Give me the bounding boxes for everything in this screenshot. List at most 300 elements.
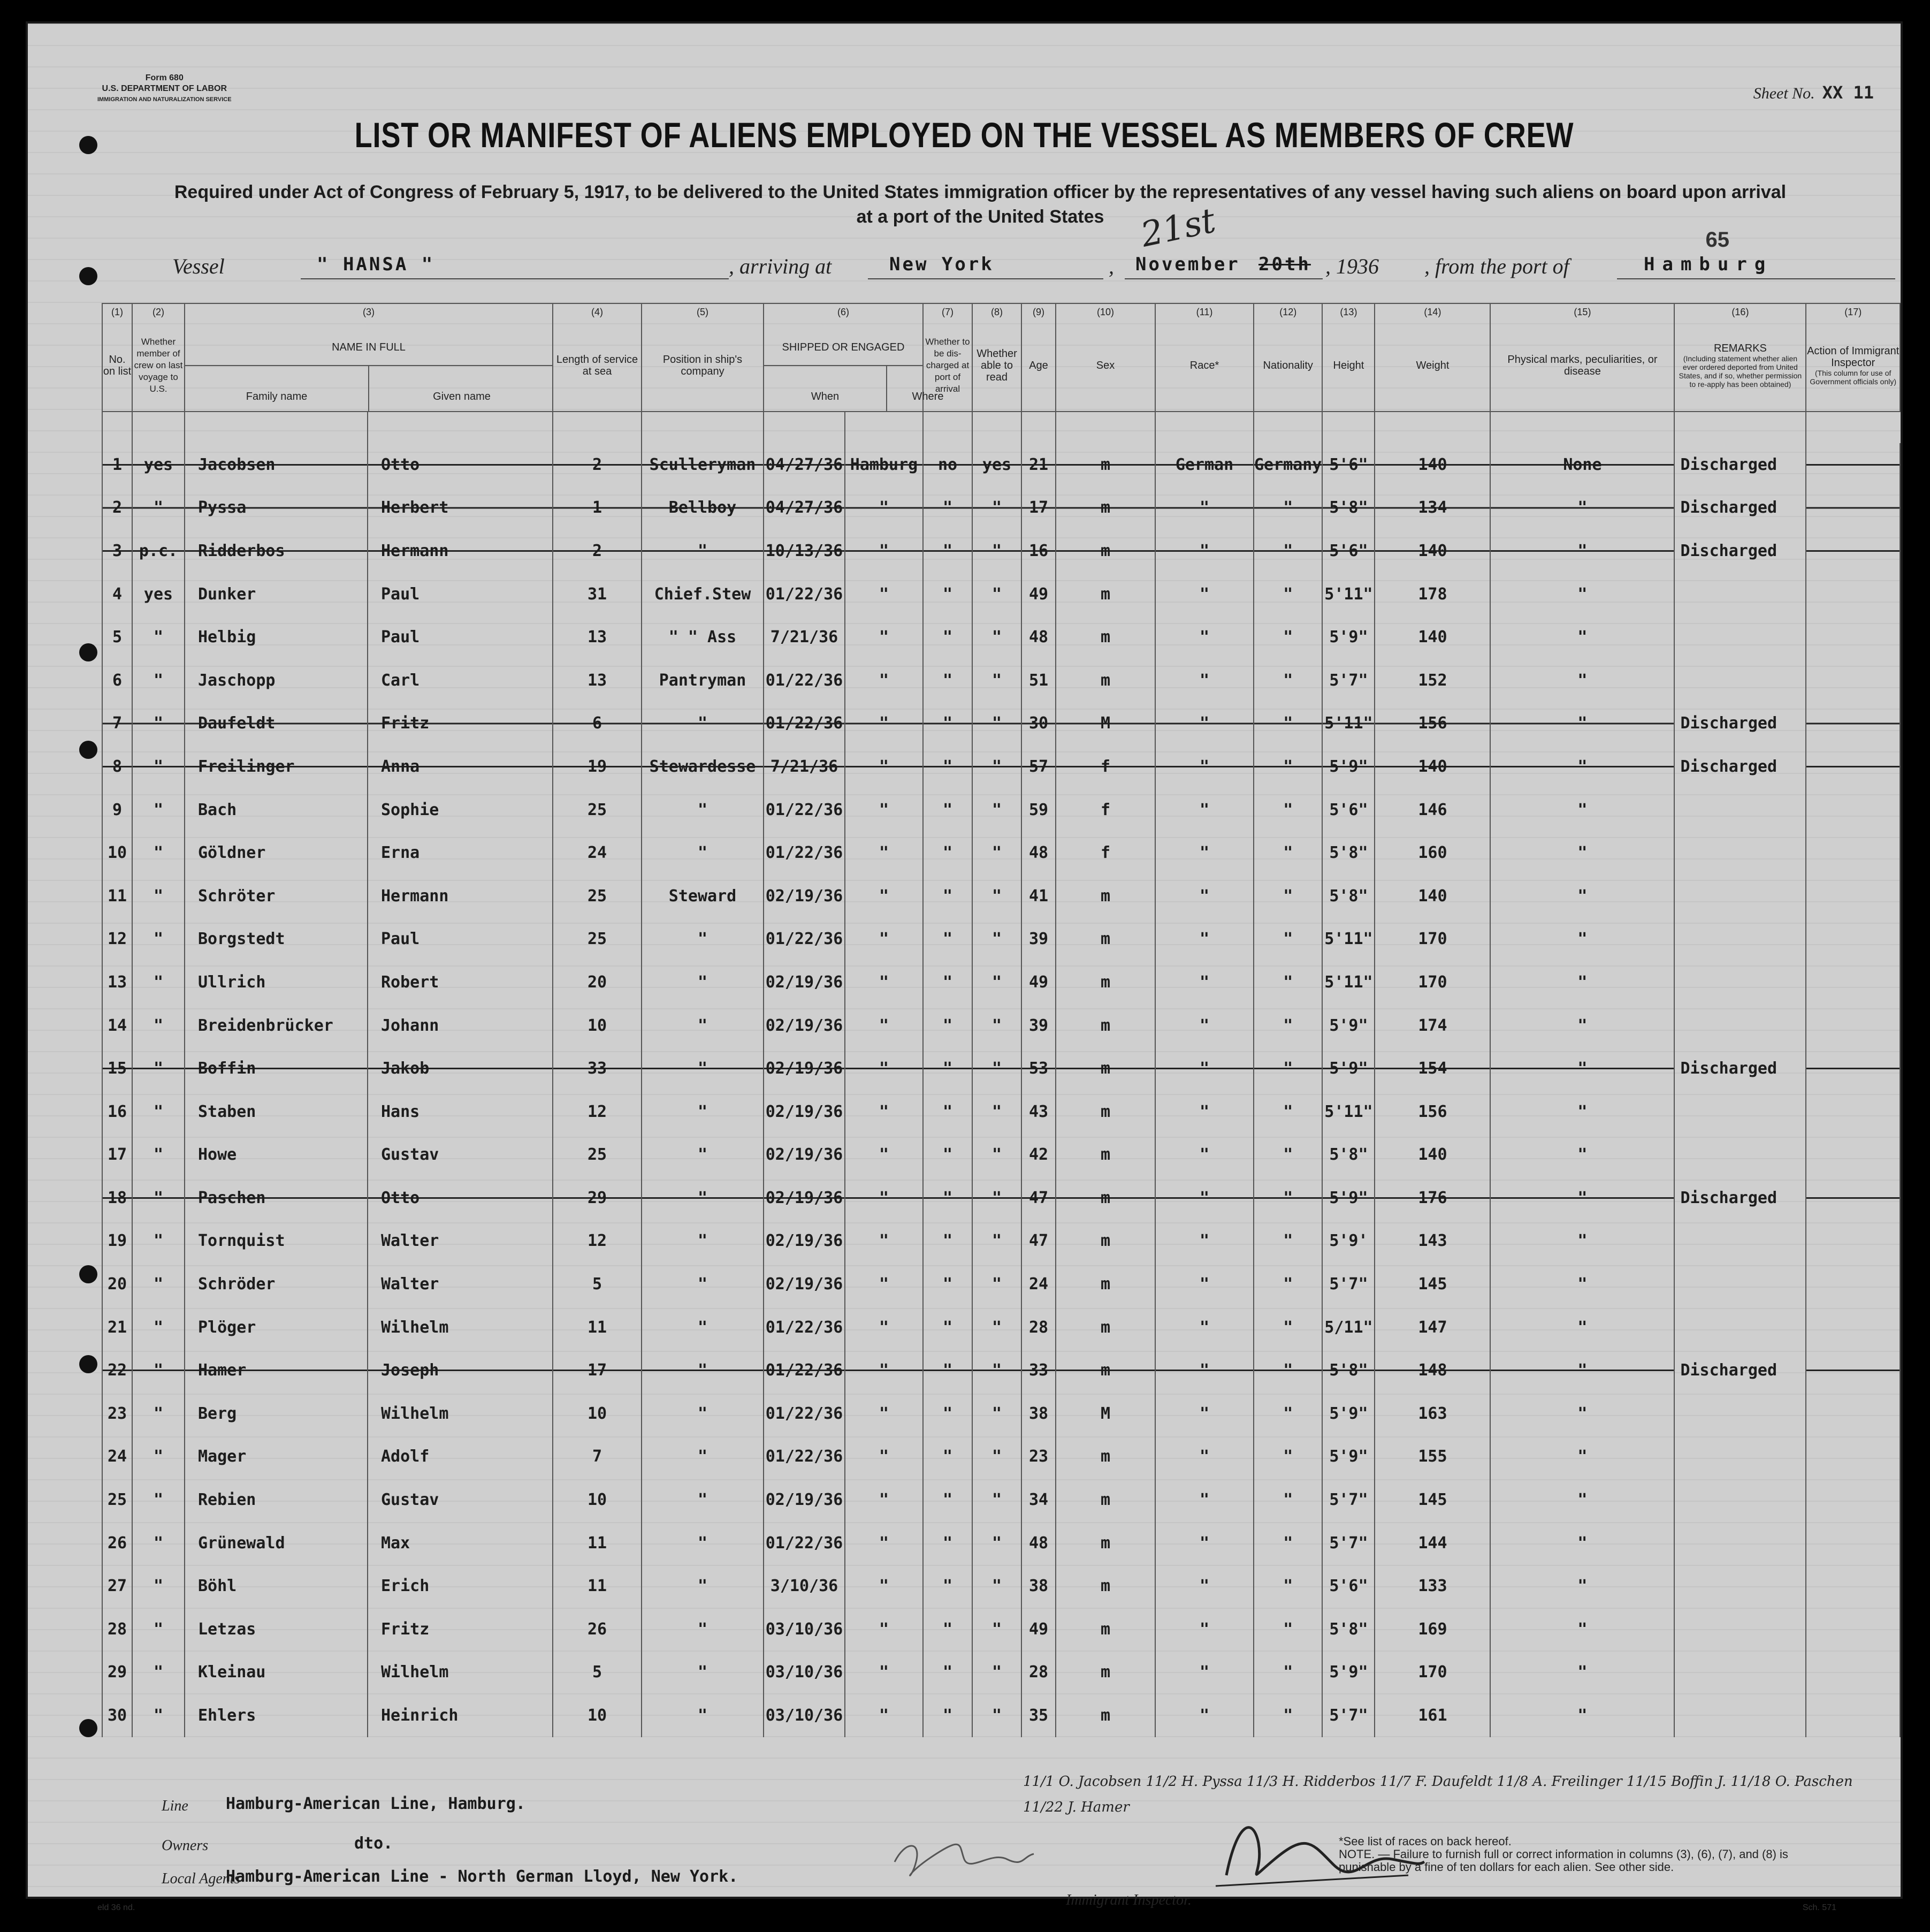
given-name: Fritz <box>368 1608 553 1651</box>
read-flag: " <box>972 615 1021 659</box>
height: 5'8" <box>1322 1349 1375 1392</box>
sex: m <box>1056 659 1155 702</box>
table-row <box>102 1608 1900 1651</box>
agents-value: Hamburg-American Line - North German Lloyd, New York. <box>226 1867 738 1886</box>
weight: 147 <box>1375 1306 1490 1349</box>
physical-marks: " <box>1490 1694 1674 1737</box>
shipped-where: " <box>845 745 923 788</box>
position: " <box>642 1564 764 1608</box>
shipped-when: 02/19/36 <box>764 1220 845 1263</box>
family-name: Breidenbrücker <box>185 1004 368 1047</box>
shipped-where: " <box>845 961 923 1004</box>
shipped-where: " <box>845 1004 923 1047</box>
shipped-where: " <box>845 659 923 702</box>
shipped-when: 02/19/36 <box>764 1047 845 1090</box>
nationality: " <box>1254 1564 1322 1608</box>
discharged-flag: " <box>923 573 972 616</box>
action-cell <box>1806 486 1900 530</box>
col-num: (5) <box>642 303 764 320</box>
discharged-flag: " <box>923 831 972 874</box>
read-flag: " <box>972 529 1021 573</box>
discharged-flag: " <box>923 702 972 746</box>
weight: 140 <box>1375 615 1490 659</box>
crew-flag: " <box>132 1608 185 1651</box>
service-years: 10 <box>553 1392 642 1435</box>
crew-flag: " <box>132 1349 185 1392</box>
shipped-when: 01/22/36 <box>764 573 845 616</box>
family-name: Ridderbos <box>185 529 368 573</box>
service-years: 24 <box>553 831 642 874</box>
physical-marks: " <box>1490 831 1674 874</box>
shipped-where: " <box>845 1564 923 1608</box>
table-row <box>102 1694 1900 1737</box>
shipped-when: 01/22/36 <box>764 702 845 746</box>
age: 28 <box>1021 1651 1056 1694</box>
action-cell <box>1806 1392 1900 1435</box>
row-number: 11 <box>102 874 132 918</box>
nationality: " <box>1254 788 1322 832</box>
read-flag: " <box>972 1176 1021 1220</box>
table-row <box>102 874 1900 918</box>
remarks: Discharged <box>1674 486 1806 530</box>
punch-hole <box>79 136 97 154</box>
physical-marks: " <box>1490 573 1674 616</box>
discharged-flag: " <box>923 1478 972 1522</box>
shipped-when: 01/22/36 <box>764 1435 845 1479</box>
table-row <box>102 1004 1900 1047</box>
position: " <box>642 1522 764 1565</box>
given-name: Paul <box>368 615 553 659</box>
family-name: Boffin <box>185 1047 368 1090</box>
inspector-signature <box>884 1830 1044 1883</box>
shipped-where: Hamburg <box>845 443 923 486</box>
crew-flag: " <box>132 1047 185 1090</box>
owners-label: Owners <box>162 1837 209 1854</box>
height: 5'11" <box>1322 573 1375 616</box>
table-row <box>102 1392 1900 1435</box>
position: " <box>642 529 764 573</box>
owners-value: dto. <box>354 1834 393 1853</box>
remarks: Discharged <box>1674 1047 1806 1090</box>
family-name: Jaschopp <box>185 659 368 702</box>
header-sex: Sex <box>1056 320 1155 412</box>
weight: 170 <box>1375 961 1490 1004</box>
race: " <box>1155 1651 1254 1694</box>
weight: 134 <box>1375 486 1490 530</box>
given-name: Hermann <box>368 529 553 573</box>
discharged-flag: " <box>923 1004 972 1047</box>
sex: m <box>1056 1047 1155 1090</box>
service-years: 33 <box>553 1047 642 1090</box>
action-cell <box>1806 1522 1900 1565</box>
height: 5'9" <box>1322 745 1375 788</box>
arrival-day-struck: 20th <box>1258 254 1311 275</box>
family-name: Göldner <box>185 831 368 874</box>
family-name: Staben <box>185 1090 368 1134</box>
age: 49 <box>1021 961 1056 1004</box>
remarks: Discharged <box>1674 529 1806 573</box>
table-row <box>102 831 1900 874</box>
age: 34 <box>1021 1478 1056 1522</box>
shipped-when: 02/19/36 <box>764 1090 845 1134</box>
nationality: " <box>1254 1220 1322 1263</box>
read-flag: " <box>972 486 1021 530</box>
shipped-when: 04/27/36 <box>764 486 845 530</box>
given-name: Wilhelm <box>368 1306 553 1349</box>
service-years: 6 <box>553 702 642 746</box>
shipped-when: 01/22/36 <box>764 918 845 961</box>
row-number: 1 <box>102 443 132 486</box>
col-num: (3) <box>185 303 553 320</box>
service-years: 1 <box>553 486 642 530</box>
race: " <box>1155 1392 1254 1435</box>
service-years: 7 <box>553 1435 642 1479</box>
weight: 169 <box>1375 1608 1490 1651</box>
weight: 156 <box>1375 1090 1490 1134</box>
shipped-when: 02/19/36 <box>764 1176 845 1220</box>
nationality: " <box>1254 1262 1322 1306</box>
given-name: Hermann <box>368 874 553 918</box>
physical-marks: " <box>1490 1004 1674 1047</box>
remarks: Discharged <box>1674 1349 1806 1392</box>
read-flag: " <box>972 918 1021 961</box>
sex: m <box>1056 1349 1155 1392</box>
physical-marks: " <box>1490 529 1674 573</box>
row-number: 5 <box>102 615 132 659</box>
crew-flag: " <box>132 1090 185 1134</box>
discharged-flag: " <box>923 1392 972 1435</box>
page-title: LIST OR MANIFEST OF ALIENS EMPLOYED ON THE VESSEL AS MEMBERS OF CREW <box>354 115 1574 155</box>
race: " <box>1155 961 1254 1004</box>
position: " <box>642 1306 764 1349</box>
family-name: Paschen <box>185 1176 368 1220</box>
service-name: IMMIGRATION AND NATURALIZATION SERVICE <box>97 96 232 103</box>
crew-table <box>102 303 1901 1737</box>
service-years: 10 <box>553 1694 642 1737</box>
discharged-flag: " <box>923 1306 972 1349</box>
family-name: Letzas <box>185 1608 368 1651</box>
crew-flag: " <box>132 702 185 746</box>
given-name: Heinrich <box>368 1694 553 1737</box>
discharged-flag: " <box>923 615 972 659</box>
given-name: Johann <box>368 1004 553 1047</box>
col-num: (8) <box>972 303 1021 320</box>
discharged-flag: " <box>923 1564 972 1608</box>
position: " " Ass <box>642 615 764 659</box>
given-name: Paul <box>368 918 553 961</box>
race: " <box>1155 529 1254 573</box>
shipped-when: 7/21/36 <box>764 745 845 788</box>
discharged-flag: " <box>923 1435 972 1479</box>
discharged-flag: " <box>923 1694 972 1737</box>
age: 49 <box>1021 1608 1056 1651</box>
remarks <box>1674 1134 1806 1177</box>
shipped-where: " <box>845 1608 923 1651</box>
col-num: (12) <box>1254 303 1322 320</box>
weight: 155 <box>1375 1435 1490 1479</box>
nationality: " <box>1254 486 1322 530</box>
nationality: " <box>1254 1651 1322 1694</box>
sheet-label: Sheet No. <box>1753 85 1815 102</box>
sex: f <box>1056 745 1155 788</box>
position: " <box>642 1608 764 1651</box>
table-row <box>102 1134 1900 1177</box>
nationality: " <box>1254 961 1322 1004</box>
shipped-where: " <box>845 1176 923 1220</box>
discharged-flag: " <box>923 1651 972 1694</box>
table-row <box>102 702 1900 746</box>
weight: 178 <box>1375 573 1490 616</box>
read-flag: yes <box>972 443 1021 486</box>
service-years: 25 <box>553 1134 642 1177</box>
penalty-note: NOTE. — Failure to furnish full or correct information in columns (3), (6), (7), and (8) is punishable by a fine of ten dollars for each alien. See other side. <box>1339 1847 1788 1874</box>
header-given: Given name <box>433 391 491 402</box>
remarks <box>1674 1522 1806 1565</box>
height: 5'6" <box>1322 443 1375 486</box>
shipped-where: " <box>845 702 923 746</box>
shipped-where: " <box>845 874 923 918</box>
shipped-where: " <box>845 1392 923 1435</box>
service-years: 2 <box>553 443 642 486</box>
height: 5'11" <box>1322 702 1375 746</box>
row-number: 9 <box>102 788 132 832</box>
height: 5'9" <box>1322 1435 1375 1479</box>
age: 48 <box>1021 1522 1056 1565</box>
stamped-page-number: 65 <box>1705 228 1729 252</box>
height: 5'9" <box>1322 1651 1375 1694</box>
age: 59 <box>1021 788 1056 832</box>
nationality: " <box>1254 615 1322 659</box>
sex: M <box>1056 702 1155 746</box>
crew-flag: " <box>132 486 185 530</box>
remarks: Discharged <box>1674 443 1806 486</box>
nationality: " <box>1254 702 1322 746</box>
physical-marks: " <box>1490 1392 1674 1435</box>
column-number-row <box>102 303 1900 320</box>
crew-flag: " <box>132 659 185 702</box>
table-row <box>102 1262 1900 1306</box>
row-number: 30 <box>102 1694 132 1737</box>
shipped-when: 03/10/36 <box>764 1608 845 1651</box>
table-row <box>102 788 1900 832</box>
family-name: Berg <box>185 1392 368 1435</box>
position: " <box>642 1651 764 1694</box>
remarks <box>1674 615 1806 659</box>
remarks <box>1674 1090 1806 1134</box>
height: 5'6" <box>1322 529 1375 573</box>
shipped-where: " <box>845 1651 923 1694</box>
header-nationality: Nationality <box>1254 320 1322 412</box>
row-number: 7 <box>102 702 132 746</box>
service-years: 12 <box>553 1220 642 1263</box>
action-cell <box>1806 1176 1900 1220</box>
table-row <box>102 659 1900 702</box>
header-crew: Whether member of crew on last voyage to U.S. <box>132 320 185 412</box>
shipped-where: " <box>845 1090 923 1134</box>
age: 51 <box>1021 659 1056 702</box>
crew-flag: " <box>132 1220 185 1263</box>
service-years: 20 <box>553 961 642 1004</box>
given-name: Otto <box>368 443 553 486</box>
remarks <box>1674 1435 1806 1479</box>
weight: 170 <box>1375 1651 1490 1694</box>
read-flag: " <box>972 1306 1021 1349</box>
row-number: 13 <box>102 961 132 1004</box>
shipped-where: " <box>845 1134 923 1177</box>
height: 5'8" <box>1322 1608 1375 1651</box>
action-cell <box>1806 443 1900 486</box>
discharged-flag: " <box>923 486 972 530</box>
height: 5'7" <box>1322 659 1375 702</box>
read-flag: " <box>972 1134 1021 1177</box>
table-row <box>102 1435 1900 1479</box>
sex: m <box>1056 1090 1155 1134</box>
row-number: 2 <box>102 486 132 530</box>
nationality: " <box>1254 1435 1322 1479</box>
physical-marks: " <box>1490 486 1674 530</box>
shipped-where: " <box>845 831 923 874</box>
shipped-when: 02/19/36 <box>764 961 845 1004</box>
race: " <box>1155 1478 1254 1522</box>
table-row <box>102 443 1900 486</box>
sex: m <box>1056 1522 1155 1565</box>
sex: m <box>1056 874 1155 918</box>
age: 38 <box>1021 1392 1056 1435</box>
physical-marks: " <box>1490 961 1674 1004</box>
remarks <box>1674 1651 1806 1694</box>
shipped-where: " <box>845 1262 923 1306</box>
table-row <box>102 486 1900 530</box>
table-row <box>102 1564 1900 1608</box>
arriving-label: , arriving at <box>729 254 832 278</box>
action-cell <box>1806 529 1900 573</box>
position: Sculleryman <box>642 443 764 486</box>
given-name: Anna <box>368 745 553 788</box>
vessel-line: Vessel " HANSA " , arriving at New York , November 20th , 1936 , from the port of Hamburg <box>172 254 1670 280</box>
schedule-number: Sch. 571 <box>1802 1903 1836 1912</box>
row-number: 15 <box>102 1047 132 1090</box>
shipped-where: " <box>845 1435 923 1479</box>
header-shipped-title: SHIPPED OR ENGAGED <box>782 341 905 353</box>
family-name: Bach <box>185 788 368 832</box>
family-name: Mager <box>185 1435 368 1479</box>
action-cell <box>1806 1435 1900 1479</box>
shipped-when: 02/19/36 <box>764 1478 845 1522</box>
action-cell <box>1806 745 1900 788</box>
race: " <box>1155 573 1254 616</box>
subtitle <box>146 180 1815 229</box>
given-name: Adolf <box>368 1435 553 1479</box>
physical-marks: " <box>1490 918 1674 961</box>
action-cell <box>1806 1651 1900 1694</box>
race: " <box>1155 1134 1254 1177</box>
handwritten-discharges: 11/1 O. Jacobsen 11/2 H. Pyssa 11/3 H. Ridderbos 11/7 F. Daufeldt 11/8 A. Freilinger 11/15 Boffin J. 11/18 O. Paschen <box>1023 1774 1853 1790</box>
crew-flag: " <box>132 615 185 659</box>
height: 5/11" <box>1322 1306 1375 1349</box>
crew-flag: " <box>132 1435 185 1479</box>
punch-hole <box>79 267 97 285</box>
physical-marks: " <box>1490 1564 1674 1608</box>
nationality: " <box>1254 1349 1322 1392</box>
column-header-row <box>102 320 1900 412</box>
sex: m <box>1056 1564 1155 1608</box>
row-number: 19 <box>102 1220 132 1263</box>
age: 57 <box>1021 745 1056 788</box>
weight: 145 <box>1375 1262 1490 1306</box>
weight: 133 <box>1375 1564 1490 1608</box>
crew-flag: " <box>132 1262 185 1306</box>
position: Stewardesse <box>642 745 764 788</box>
crew-flag: " <box>132 745 185 788</box>
weight: 174 <box>1375 1004 1490 1047</box>
read-flag: " <box>972 1392 1021 1435</box>
height: 5'6" <box>1322 1564 1375 1608</box>
table-row <box>102 573 1900 616</box>
inspector-label: Immigrant Inspector. <box>1066 1892 1192 1908</box>
read-flag: " <box>972 702 1021 746</box>
table-row <box>102 1478 1900 1522</box>
action-cell <box>1806 1004 1900 1047</box>
read-flag: " <box>972 1047 1021 1090</box>
nationality: " <box>1254 745 1322 788</box>
given-name: Erna <box>368 831 553 874</box>
position: Pantryman <box>642 659 764 702</box>
physical-marks: " <box>1490 1134 1674 1177</box>
arrival-year: , 1936 <box>1325 254 1379 278</box>
race: " <box>1155 486 1254 530</box>
weight: 160 <box>1375 831 1490 874</box>
crew-flag: " <box>132 1306 185 1349</box>
vessel-name: " HANSA " <box>317 254 435 275</box>
action-cell <box>1806 1262 1900 1306</box>
row-number: 6 <box>102 659 132 702</box>
action-cell <box>1806 702 1900 746</box>
sex: m <box>1056 1004 1155 1047</box>
age: 23 <box>1021 1435 1056 1479</box>
shipped-when: 01/22/36 <box>764 788 845 832</box>
race: " <box>1155 831 1254 874</box>
punch-hole <box>79 1355 97 1373</box>
header-age: Age <box>1021 320 1056 412</box>
family-name: Plöger <box>185 1306 368 1349</box>
form-header <box>97 73 232 105</box>
age: 39 <box>1021 1004 1056 1047</box>
weight: 140 <box>1375 529 1490 573</box>
row-number: 26 <box>102 1522 132 1565</box>
crew-flag: " <box>132 1651 185 1694</box>
read-flag: " <box>972 1608 1021 1651</box>
read-flag: " <box>972 1349 1021 1392</box>
nationality: " <box>1254 1608 1322 1651</box>
discharged-flag: " <box>923 918 972 961</box>
given-name: Herbert <box>368 486 553 530</box>
service-years: 25 <box>553 918 642 961</box>
crew-flag: p.c. <box>132 529 185 573</box>
header-height: Height <box>1322 320 1375 412</box>
physical-marks: " <box>1490 1047 1674 1090</box>
height: 5'7" <box>1322 1694 1375 1737</box>
action-cell <box>1806 1306 1900 1349</box>
read-flag: " <box>972 1090 1021 1134</box>
shipped-when: 03/10/36 <box>764 1651 845 1694</box>
read-flag: " <box>972 1435 1021 1479</box>
table-row <box>102 745 1900 788</box>
nationality: " <box>1254 659 1322 702</box>
physical-marks: " <box>1490 1478 1674 1522</box>
age: 24 <box>1021 1262 1056 1306</box>
physical-marks: " <box>1490 659 1674 702</box>
weight: 145 <box>1375 1478 1490 1522</box>
